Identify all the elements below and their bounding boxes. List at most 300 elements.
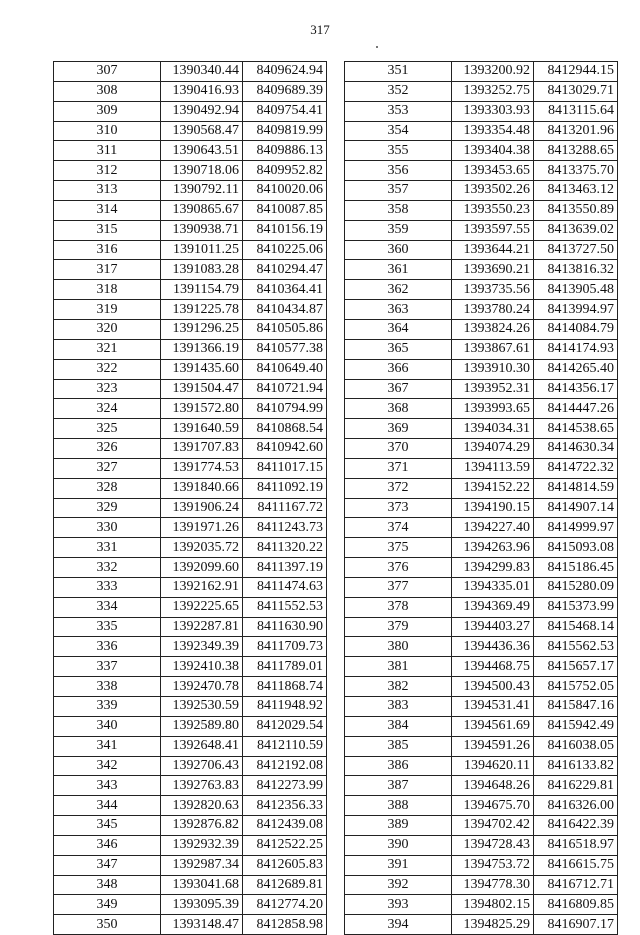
x-coordinate-cell: 1394190.15 (452, 498, 534, 518)
y-coordinate-cell: 8411017.15 (243, 458, 327, 478)
point-number-cell: 334 (54, 597, 161, 617)
table-row (54, 855, 327, 875)
y-coordinate-cell: 8410087.85 (243, 200, 327, 220)
table-row (345, 716, 618, 736)
y-coordinate-cell: 8413201.96 (534, 121, 618, 141)
table-row (54, 895, 327, 915)
y-coordinate-cell: 8415468.14 (534, 617, 618, 637)
scan-speck (376, 46, 378, 48)
x-coordinate-cell: 1394335.01 (452, 577, 534, 597)
x-coordinate-cell: 1392470.78 (161, 677, 243, 697)
x-coordinate-cell: 1394675.70 (452, 796, 534, 816)
point-number-cell: 336 (54, 637, 161, 657)
x-coordinate-cell: 1393690.21 (452, 260, 534, 280)
table-row (345, 816, 618, 836)
y-coordinate-cell: 8416712.71 (534, 875, 618, 895)
y-coordinate-cell: 8415942.49 (534, 716, 618, 736)
y-coordinate-cell: 8414174.93 (534, 339, 618, 359)
point-number-cell: 362 (345, 280, 452, 300)
y-coordinate-cell: 8411397.19 (243, 558, 327, 578)
x-coordinate-cell: 1392162.91 (161, 577, 243, 597)
point-number-cell: 321 (54, 339, 161, 359)
y-coordinate-cell: 8410364.41 (243, 280, 327, 300)
point-number-cell: 330 (54, 518, 161, 538)
x-coordinate-cell: 1392932.39 (161, 835, 243, 855)
y-coordinate-cell: 8412273.99 (243, 776, 327, 796)
point-number-cell: 391 (345, 855, 452, 875)
y-coordinate-cell: 8416518.97 (534, 835, 618, 855)
x-coordinate-cell: 1391296.25 (161, 319, 243, 339)
x-coordinate-cell: 1393910.30 (452, 359, 534, 379)
y-coordinate-cell: 8415093.08 (534, 538, 618, 558)
point-number-cell: 384 (345, 716, 452, 736)
point-number-cell: 335 (54, 617, 161, 637)
y-coordinate-cell: 8411948.92 (243, 697, 327, 717)
x-coordinate-cell: 1391504.47 (161, 379, 243, 399)
table-row (345, 478, 618, 498)
y-coordinate-cell: 8412029.54 (243, 716, 327, 736)
point-number-cell: 385 (345, 736, 452, 756)
point-number-cell: 363 (345, 300, 452, 320)
table-row (54, 220, 327, 240)
point-number-cell: 365 (345, 339, 452, 359)
table-row (54, 319, 327, 339)
point-number-cell: 343 (54, 776, 161, 796)
y-coordinate-cell: 8409689.39 (243, 81, 327, 101)
y-coordinate-cell: 8412110.59 (243, 736, 327, 756)
table-row (54, 439, 327, 459)
table-row (345, 220, 618, 240)
y-coordinate-cell: 8416907.17 (534, 915, 618, 935)
table-row (345, 359, 618, 379)
y-coordinate-cell: 8414447.26 (534, 399, 618, 419)
table-row (345, 617, 618, 637)
x-coordinate-cell: 1392648.41 (161, 736, 243, 756)
y-coordinate-cell: 8414084.79 (534, 319, 618, 339)
x-coordinate-cell: 1391774.53 (161, 458, 243, 478)
coordinates-table-right (344, 61, 618, 935)
table-row (54, 697, 327, 717)
point-number-cell: 326 (54, 439, 161, 459)
point-number-cell: 380 (345, 637, 452, 657)
x-coordinate-cell: 1394702.42 (452, 816, 534, 836)
y-coordinate-cell: 8409952.82 (243, 161, 327, 181)
point-number-cell: 375 (345, 538, 452, 558)
point-number-cell: 313 (54, 181, 161, 201)
x-coordinate-cell: 1390792.11 (161, 181, 243, 201)
x-coordinate-cell: 1392287.81 (161, 617, 243, 637)
point-number-cell: 331 (54, 538, 161, 558)
x-coordinate-cell: 1394468.75 (452, 657, 534, 677)
x-coordinate-cell: 1393303.93 (452, 101, 534, 121)
x-coordinate-cell: 1394648.26 (452, 776, 534, 796)
x-coordinate-cell: 1393780.24 (452, 300, 534, 320)
point-number-cell: 382 (345, 677, 452, 697)
x-coordinate-cell: 1392225.65 (161, 597, 243, 617)
point-number-cell: 310 (54, 121, 161, 141)
y-coordinate-cell: 8410577.38 (243, 339, 327, 359)
x-coordinate-cell: 1390416.93 (161, 81, 243, 101)
y-coordinate-cell: 8409819.99 (243, 121, 327, 141)
table-row (345, 439, 618, 459)
table-row (345, 101, 618, 121)
x-coordinate-cell: 1394778.30 (452, 875, 534, 895)
y-coordinate-cell: 8410156.19 (243, 220, 327, 240)
table-row (345, 121, 618, 141)
table-row (345, 161, 618, 181)
point-number-cell: 348 (54, 875, 161, 895)
point-number-cell: 340 (54, 716, 161, 736)
y-coordinate-cell: 8416809.85 (534, 895, 618, 915)
table-row (54, 558, 327, 578)
point-number-cell: 329 (54, 498, 161, 518)
x-coordinate-cell: 1391906.24 (161, 498, 243, 518)
point-number-cell: 373 (345, 498, 452, 518)
table-row (345, 776, 618, 796)
point-number-cell: 342 (54, 756, 161, 776)
point-number-cell: 376 (345, 558, 452, 578)
y-coordinate-cell: 8411789.01 (243, 657, 327, 677)
y-coordinate-cell: 8414630.34 (534, 439, 618, 459)
table-row (54, 181, 327, 201)
x-coordinate-cell: 1393453.65 (452, 161, 534, 181)
table-row (54, 478, 327, 498)
point-number-cell: 374 (345, 518, 452, 538)
point-number-cell: 341 (54, 736, 161, 756)
x-coordinate-cell: 1391366.19 (161, 339, 243, 359)
y-coordinate-cell: 8410225.06 (243, 240, 327, 260)
x-coordinate-cell: 1390643.51 (161, 141, 243, 161)
x-coordinate-cell: 1390938.71 (161, 220, 243, 240)
y-coordinate-cell: 8411092.19 (243, 478, 327, 498)
point-number-cell: 338 (54, 677, 161, 697)
x-coordinate-cell: 1394825.29 (452, 915, 534, 935)
y-coordinate-cell: 8412192.08 (243, 756, 327, 776)
x-coordinate-cell: 1394620.11 (452, 756, 534, 776)
table-row (54, 280, 327, 300)
y-coordinate-cell: 8410868.54 (243, 419, 327, 439)
x-coordinate-cell: 1393354.48 (452, 121, 534, 141)
x-coordinate-cell: 1394561.69 (452, 716, 534, 736)
y-coordinate-cell: 8409754.41 (243, 101, 327, 121)
x-coordinate-cell: 1394034.31 (452, 419, 534, 439)
y-coordinate-cell: 8413115.64 (534, 101, 618, 121)
x-coordinate-cell: 1390492.94 (161, 101, 243, 121)
table-row (54, 339, 327, 359)
y-coordinate-cell: 8414356.17 (534, 379, 618, 399)
y-coordinate-cell: 8412356.33 (243, 796, 327, 816)
point-number-cell: 308 (54, 81, 161, 101)
table-row (345, 657, 618, 677)
table-row (345, 339, 618, 359)
point-number-cell: 360 (345, 240, 452, 260)
table-row (345, 498, 618, 518)
point-number-cell: 307 (54, 62, 161, 82)
coordinates-table-left-body (54, 62, 327, 935)
table-row (345, 419, 618, 439)
table-row (54, 875, 327, 895)
x-coordinate-cell: 1392820.63 (161, 796, 243, 816)
point-number-cell: 320 (54, 319, 161, 339)
table-row (54, 359, 327, 379)
table-row (54, 161, 327, 181)
point-number-cell: 311 (54, 141, 161, 161)
y-coordinate-cell: 8413905.48 (534, 280, 618, 300)
table-row (345, 319, 618, 339)
table-row (345, 736, 618, 756)
x-coordinate-cell: 1393952.31 (452, 379, 534, 399)
x-coordinate-cell: 1394802.15 (452, 895, 534, 915)
table-row (345, 458, 618, 478)
y-coordinate-cell: 8410721.94 (243, 379, 327, 399)
y-coordinate-cell: 8413463.12 (534, 181, 618, 201)
coordinates-table-left (53, 61, 327, 935)
table-row (54, 637, 327, 657)
point-number-cell: 372 (345, 478, 452, 498)
x-coordinate-cell: 1391640.59 (161, 419, 243, 439)
point-number-cell: 316 (54, 240, 161, 260)
point-number-cell: 325 (54, 419, 161, 439)
x-coordinate-cell: 1394531.41 (452, 697, 534, 717)
y-coordinate-cell: 8413288.65 (534, 141, 618, 161)
table-row (54, 776, 327, 796)
y-coordinate-cell: 8416422.39 (534, 816, 618, 836)
table-row (54, 736, 327, 756)
x-coordinate-cell: 1394299.83 (452, 558, 534, 578)
point-number-cell: 393 (345, 895, 452, 915)
point-number-cell: 318 (54, 280, 161, 300)
y-coordinate-cell: 8410434.87 (243, 300, 327, 320)
y-coordinate-cell: 8415752.05 (534, 677, 618, 697)
y-coordinate-cell: 8409624.94 (243, 62, 327, 82)
table-row (345, 379, 618, 399)
table-row (345, 518, 618, 538)
x-coordinate-cell: 1393993.65 (452, 399, 534, 419)
point-number-cell: 355 (345, 141, 452, 161)
x-coordinate-cell: 1394263.96 (452, 538, 534, 558)
table-row (54, 101, 327, 121)
x-coordinate-cell: 1391435.60 (161, 359, 243, 379)
point-number-cell: 370 (345, 439, 452, 459)
table-row (345, 200, 618, 220)
table-row (345, 538, 618, 558)
x-coordinate-cell: 1393735.56 (452, 280, 534, 300)
x-coordinate-cell: 1394403.27 (452, 617, 534, 637)
x-coordinate-cell: 1392987.34 (161, 855, 243, 875)
y-coordinate-cell: 8416133.82 (534, 756, 618, 776)
point-number-cell: 349 (54, 895, 161, 915)
table-row (54, 200, 327, 220)
table-row (54, 518, 327, 538)
point-number-cell: 383 (345, 697, 452, 717)
y-coordinate-cell: 8411320.22 (243, 538, 327, 558)
y-coordinate-cell: 8413994.97 (534, 300, 618, 320)
y-coordinate-cell: 8416038.05 (534, 736, 618, 756)
table-row (345, 697, 618, 717)
y-coordinate-cell: 8410794.99 (243, 399, 327, 419)
point-number-cell: 366 (345, 359, 452, 379)
table-row (345, 300, 618, 320)
x-coordinate-cell: 1393597.55 (452, 220, 534, 240)
y-coordinate-cell: 8412774.20 (243, 895, 327, 915)
y-coordinate-cell: 8416615.75 (534, 855, 618, 875)
point-number-cell: 386 (345, 756, 452, 776)
y-coordinate-cell: 8412689.81 (243, 875, 327, 895)
table-row (345, 260, 618, 280)
point-number-cell: 315 (54, 220, 161, 240)
y-coordinate-cell: 8415562.53 (534, 637, 618, 657)
table-row (345, 280, 618, 300)
x-coordinate-cell: 1392035.72 (161, 538, 243, 558)
point-number-cell: 390 (345, 835, 452, 855)
x-coordinate-cell: 1393824.26 (452, 319, 534, 339)
point-number-cell: 324 (54, 399, 161, 419)
point-number-cell: 351 (345, 62, 452, 82)
table-row (54, 498, 327, 518)
y-coordinate-cell: 8410020.06 (243, 181, 327, 201)
y-coordinate-cell: 8415280.09 (534, 577, 618, 597)
table-row (345, 558, 618, 578)
x-coordinate-cell: 1394074.29 (452, 439, 534, 459)
point-number-cell: 357 (345, 181, 452, 201)
x-coordinate-cell: 1393644.21 (452, 240, 534, 260)
x-coordinate-cell: 1393252.75 (452, 81, 534, 101)
y-coordinate-cell: 8413816.32 (534, 260, 618, 280)
y-coordinate-cell: 8416229.81 (534, 776, 618, 796)
point-number-cell: 354 (345, 121, 452, 141)
table-row (54, 300, 327, 320)
x-coordinate-cell: 1392410.38 (161, 657, 243, 677)
table-row (54, 657, 327, 677)
y-coordinate-cell: 8415657.17 (534, 657, 618, 677)
x-coordinate-cell: 1393041.68 (161, 875, 243, 895)
y-coordinate-cell: 8413639.02 (534, 220, 618, 240)
table-row (54, 240, 327, 260)
table-row (54, 538, 327, 558)
y-coordinate-cell: 8414538.65 (534, 419, 618, 439)
point-number-cell: 350 (54, 915, 161, 935)
table-row (54, 379, 327, 399)
y-coordinate-cell: 8412605.83 (243, 855, 327, 875)
y-coordinate-cell: 8411474.63 (243, 577, 327, 597)
table-row (54, 121, 327, 141)
y-coordinate-cell: 8412858.98 (243, 915, 327, 935)
table-row (345, 855, 618, 875)
x-coordinate-cell: 1393867.61 (452, 339, 534, 359)
table-row (345, 637, 618, 657)
table-row (54, 62, 327, 82)
table-row (54, 796, 327, 816)
table-row (54, 577, 327, 597)
y-coordinate-cell: 8410294.47 (243, 260, 327, 280)
point-number-cell: 344 (54, 796, 161, 816)
table-row (345, 141, 618, 161)
y-coordinate-cell: 8414265.40 (534, 359, 618, 379)
x-coordinate-cell: 1394113.59 (452, 458, 534, 478)
y-coordinate-cell: 8415373.99 (534, 597, 618, 617)
x-coordinate-cell: 1392876.82 (161, 816, 243, 836)
table-row (54, 81, 327, 101)
x-coordinate-cell: 1391971.26 (161, 518, 243, 538)
x-coordinate-cell: 1391083.28 (161, 260, 243, 280)
y-coordinate-cell: 8415186.45 (534, 558, 618, 578)
table-row (345, 399, 618, 419)
y-coordinate-cell: 8411552.53 (243, 597, 327, 617)
point-number-cell: 387 (345, 776, 452, 796)
x-coordinate-cell: 1394227.40 (452, 518, 534, 538)
point-number-cell: 389 (345, 816, 452, 836)
y-coordinate-cell: 8409886.13 (243, 141, 327, 161)
table-row (54, 617, 327, 637)
x-coordinate-cell: 1391225.78 (161, 300, 243, 320)
table-row (345, 835, 618, 855)
table-row (345, 62, 618, 82)
point-number-cell: 312 (54, 161, 161, 181)
y-coordinate-cell: 8411167.72 (243, 498, 327, 518)
y-coordinate-cell: 8411630.90 (243, 617, 327, 637)
table-row (345, 240, 618, 260)
y-coordinate-cell: 8414722.32 (534, 458, 618, 478)
x-coordinate-cell: 1394753.72 (452, 855, 534, 875)
point-number-cell: 371 (345, 458, 452, 478)
x-coordinate-cell: 1394500.43 (452, 677, 534, 697)
x-coordinate-cell: 1390865.67 (161, 200, 243, 220)
y-coordinate-cell: 8411709.73 (243, 637, 327, 657)
table-row (54, 399, 327, 419)
x-coordinate-cell: 1390718.06 (161, 161, 243, 181)
point-number-cell: 352 (345, 81, 452, 101)
x-coordinate-cell: 1392763.83 (161, 776, 243, 796)
table-row (54, 597, 327, 617)
y-coordinate-cell: 8414999.97 (534, 518, 618, 538)
y-coordinate-cell: 8415847.16 (534, 697, 618, 717)
x-coordinate-cell: 1392349.39 (161, 637, 243, 657)
y-coordinate-cell: 8416326.00 (534, 796, 618, 816)
y-coordinate-cell: 8410505.86 (243, 319, 327, 339)
point-number-cell: 358 (345, 200, 452, 220)
x-coordinate-cell: 1393095.39 (161, 895, 243, 915)
point-number-cell: 323 (54, 379, 161, 399)
point-number-cell: 379 (345, 617, 452, 637)
point-number-cell: 337 (54, 657, 161, 677)
table-row (54, 419, 327, 439)
x-coordinate-cell: 1393550.23 (452, 200, 534, 220)
point-number-cell: 314 (54, 200, 161, 220)
point-number-cell: 359 (345, 220, 452, 240)
table-row (54, 756, 327, 776)
x-coordinate-cell: 1390568.47 (161, 121, 243, 141)
table-row (345, 756, 618, 776)
y-coordinate-cell: 8412439.08 (243, 816, 327, 836)
x-coordinate-cell: 1394152.22 (452, 478, 534, 498)
x-coordinate-cell: 1392530.59 (161, 697, 243, 717)
point-number-cell: 333 (54, 577, 161, 597)
y-coordinate-cell: 8412944.15 (534, 62, 618, 82)
table-row (54, 260, 327, 280)
y-coordinate-cell: 8413029.71 (534, 81, 618, 101)
x-coordinate-cell: 1392099.60 (161, 558, 243, 578)
x-coordinate-cell: 1394436.36 (452, 637, 534, 657)
y-coordinate-cell: 8412522.25 (243, 835, 327, 855)
point-number-cell: 377 (345, 577, 452, 597)
point-number-cell: 339 (54, 697, 161, 717)
page-number: 317 (310, 22, 330, 37)
table-row (345, 875, 618, 895)
point-number-cell: 356 (345, 161, 452, 181)
table-row (54, 835, 327, 855)
x-coordinate-cell: 1394728.43 (452, 835, 534, 855)
point-number-cell: 327 (54, 458, 161, 478)
